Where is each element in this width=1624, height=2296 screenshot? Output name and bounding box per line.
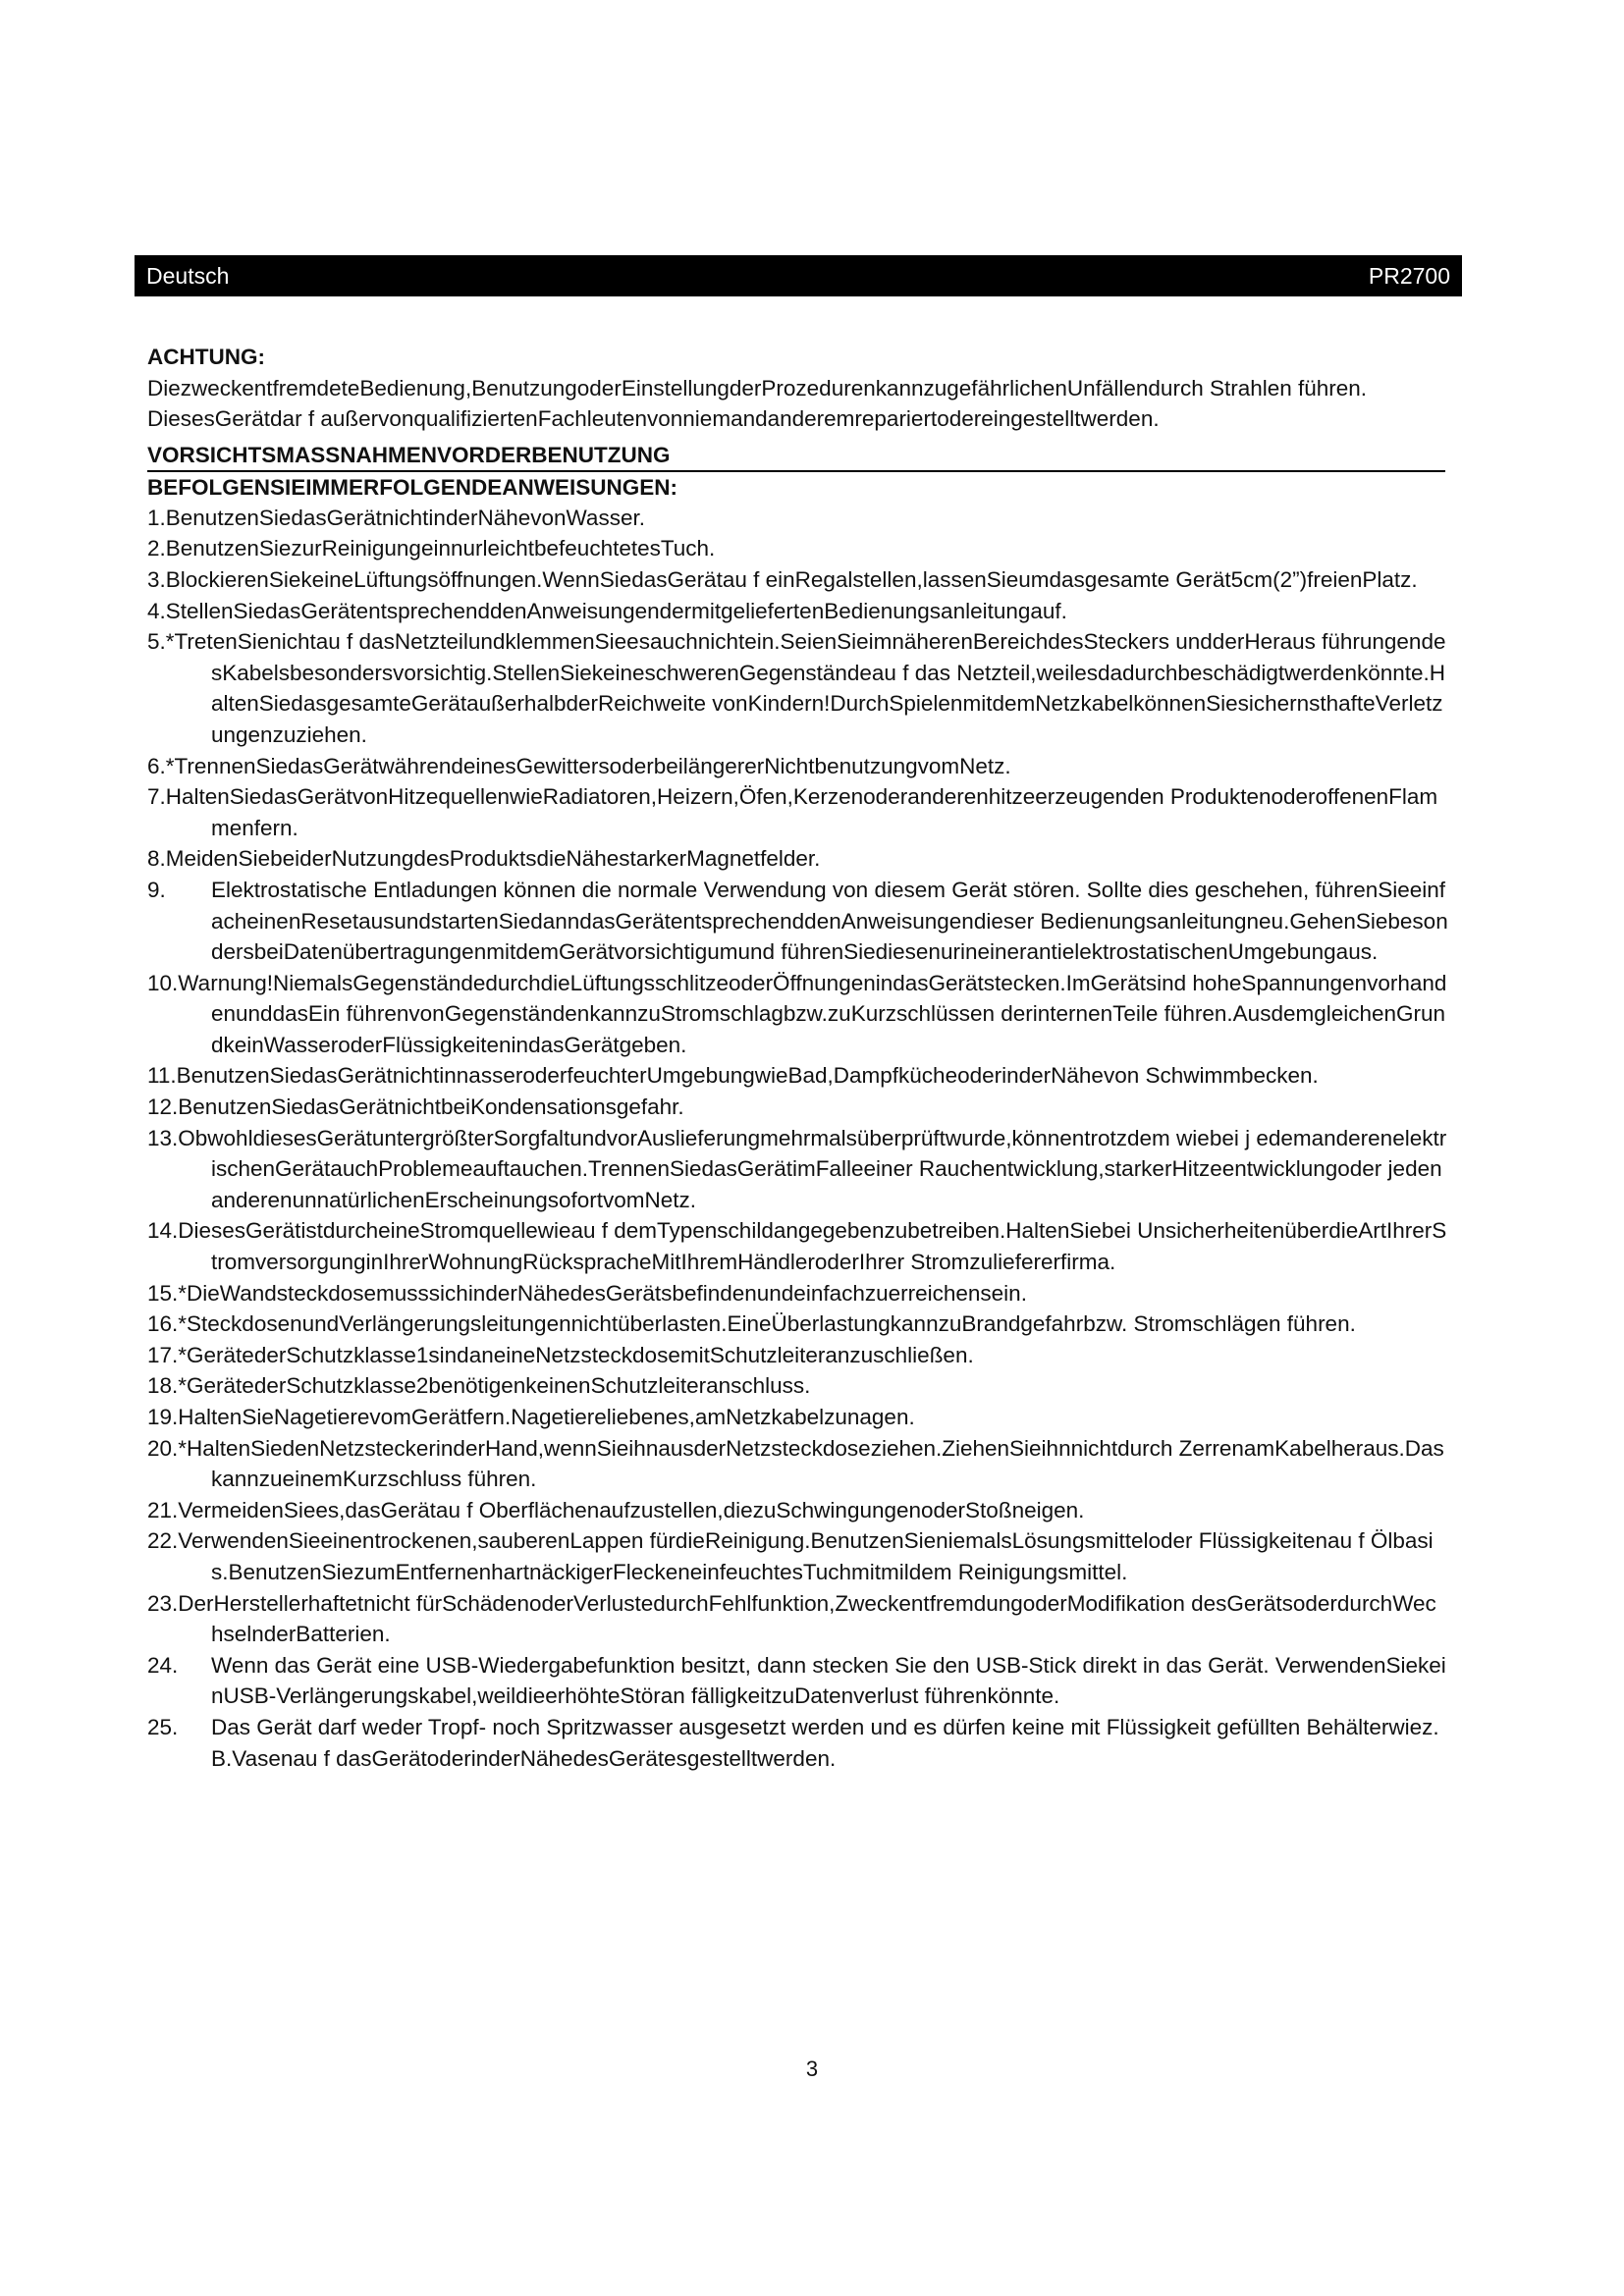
precaution-text: BenutzenSiedasGerätnichtbeiKondensationsgefahr. — [178, 1095, 684, 1120]
precaution-text: *GerätederSchutzklasse2benötigenkeinenSchutzleiteranschluss. — [178, 1373, 811, 1399]
precaution-text: *SteckdosenundVerlängerungsleitungennichtüberlasten.EineÜberlastungkannzuBrandgefahrbzw. Stromschlägen führen. — [178, 1311, 1356, 1337]
precaution-text: Das Gerät darf weder Tropf- noch Spritzwasser ausgesetzt werden und es dürfen keine mit Flüssigkeit gefüllten Behälterwiez.B.Vasenau f dasGerätoderinderNähedesGerätesgestelltwerden. — [211, 1714, 1439, 1771]
precaution-number: 4. — [147, 598, 166, 623]
precaution-number: 19. — [147, 1405, 179, 1429]
precaution-text: *TretenSienichtau f dasNetzteilundklemmenSieesauchnichtein.SeienSieimnäherenBereichdesSteckers undderHeraus führungendesKabelsbesondersvorsichtig.StellenSiekeineschwerenGegenständeau f das Netzteil,weilesdadurchbeschädigtwerdenkönnte.HaltenSiedasgesamteGerätaußerhalbderReichweite vonKindern!DurchSpielenmitdemNetzkabelkönnenSiesichernsthafteVerletzungenzuziehen. — [165, 629, 1446, 747]
precautions-title: VORSICHTSMASSNAHMENVORDERBENUTZUNG — [147, 441, 1445, 472]
header-language: Deutsch — [146, 262, 230, 289]
precaution-number: 7. — [147, 784, 166, 810]
precautions-subtitle: BEFOLGENSIEIMMERFOLGENDEANWEISUNGEN: — [147, 474, 678, 500]
precaution-text: BenutzenSiedasGerätnichtinderNähevonWasser. — [165, 505, 645, 530]
precaution-item — [147, 875, 1448, 968]
precaution-item — [147, 1588, 1448, 1650]
precaution-number: 11. — [147, 1063, 177, 1089]
precaution-item — [147, 1308, 1448, 1340]
precaution-number: 13. — [147, 1125, 179, 1150]
precaution-text: *HaltenSiedenNetzsteckerinderHand,wennSieihnausderNetzsteckdoseziehen.ZiehenSieihnnichtdurch ZerrenamKabelheraus.DaskannzueinemKurzschluss führen. — [178, 1435, 1444, 1492]
precaution-item — [147, 1650, 1448, 1712]
precaution-number: 5. — [147, 629, 166, 655]
precaution-number: 22. — [147, 1528, 179, 1554]
precaution-number: 16. — [147, 1311, 179, 1337]
precaution-number: 20. — [147, 1435, 179, 1461]
precaution-text: HaltenSiedasGerätvonHitzequellenwieRadiatoren,Heizern,Öfen,Kerzenoderanderenhitzeerzeugenden ProduktenoderoffenenFlammenfern. — [165, 784, 1438, 840]
precaution-item — [147, 564, 1448, 596]
precaution-text: ObwohldiesesGerätuntergrößterSorgfaltundvorAuslieferungmehrmalsüberprüftwurde,könnentrotzdem wiebei j edemanderenelektrischenGerätauchProblemeauftauchen.TrennenSiedasGerätimFalleeiner Rauchentwicklung,starkerHitzeentwicklungoder jedenanderenunnatürlichenErscheinungsofortvomNetz. — [178, 1125, 1447, 1212]
precaution-item — [147, 1433, 1448, 1495]
precaution-text: *TrennenSiedasGerätwährendeinesGewittersoderbeilängererNichtbenutzungvomNetz. — [165, 753, 1011, 778]
precaution-text: Elektrostatische Entladungen können die normale Verwendung von diesem Gerät stören. Sollte dies geschehen, führenSieeinfacheinenResetausundstartenSiedanndasGerätentsprechenddenAnweisungendieser Bedienungsanleitungneu.GehenSiebesondersbeiDatenübertragungenmitdemGerätvorsichtigumund führenSiediesenurineinerantielektrostatischenUmgebungaus. — [211, 877, 1448, 965]
precaution-number: 17. — [147, 1342, 179, 1367]
precaution-item — [147, 596, 1448, 627]
precaution-number: 1. — [147, 505, 166, 530]
precaution-text: Wenn das Gerät eine USB-Wiedergabefunktion besitzt, dann stecken Sie den USB-Stick direkt in das Gerät. VerwendenSiekeinUSB-Verlängerungskabel,weildieerhöhteStöran fälligkeitzuDatenverlust führenkönnte. — [211, 1652, 1446, 1709]
precautions-list — [147, 503, 1448, 1774]
warning-title: ACHTUNG: — [147, 345, 265, 369]
precaution-text: VermeidenSiees,dasGerätau f Oberflächenaufzustellen,diezuSchwingungenoderStoßneigen. — [178, 1497, 1085, 1522]
precaution-number: 25. — [147, 1714, 179, 1739]
precaution-number: 8. — [147, 846, 166, 872]
header-bar — [135, 255, 1462, 296]
precaution-number: 12. — [147, 1095, 179, 1120]
precaution-number: 15. — [147, 1280, 179, 1306]
precaution-item — [147, 1278, 1448, 1309]
precaution-item — [147, 1402, 1448, 1433]
precaution-number: 2. — [147, 536, 166, 561]
precaution-item — [147, 1340, 1448, 1371]
precaution-number: 6. — [147, 753, 166, 778]
precaution-number: 23. — [147, 1590, 179, 1616]
precaution-text: Warnung!NiemalsGegenständedurchdieLüftungsschlitzeoderÖffnungenindasGerätstecken.ImGerätsind hoheSpannungenvorhandenunddasEin führenvonGegenständenkannzuStromschlagbzw.zuKurzschlüssen derinternenTeile führen.AusdemgleichenGrundkeinWasseroderFlüssigkeitenindasGerätgeben. — [178, 970, 1447, 1057]
precaution-text: *GerätederSchutzklasse1sindaneineNetzsteckdosemitSchutzleiteranzuschließen. — [178, 1342, 974, 1367]
precaution-number: 9. — [147, 877, 166, 902]
precaution-item — [147, 1060, 1448, 1092]
precaution-item — [147, 1215, 1448, 1277]
precaution-item — [147, 1525, 1448, 1587]
precaution-text: BenutzenSiedasGerätnichtinnasseroderfeuchterUmgebungwieBad,DampfkücheoderinderNähevon Schwimmbecken. — [176, 1063, 1319, 1089]
precaution-text: DerHerstellerhaftetnicht fürSchädenoderVerlustedurchFehlfunktion,ZweckentfremdungoderModifikation desGerätsoderdurchWechselnderBatterien. — [178, 1590, 1436, 1647]
precaution-number: 24. — [147, 1652, 179, 1678]
precaution-text: StellenSiedasGerätentsprechenddenAnweisungendermitgeliefertenBedienungsanleitungauf. — [165, 598, 1067, 623]
precaution-text: BlockierenSiekeineLüftungsöffnungen.WennSiedasGerätau f einRegalstellen,lassenSieumdasgesamte Gerät5cm(2”)freienPlatz. — [165, 566, 1418, 592]
page-content — [147, 342, 1448, 1774]
precaution-item — [147, 843, 1448, 875]
precaution-item — [147, 1092, 1448, 1123]
precaution-number: 21. — [147, 1497, 179, 1522]
precaution-text: BenutzenSiezurReinigungeinnurleichtbefeuchtetesTuch. — [165, 536, 716, 561]
precaution-text: DiesesGerätistdurcheineStromquellewieau f demTypenschildangegebenzubetreiben.HaltenSiebei UnsicherheitenüberdieArtIhrerStromversorgunginIhrerWohnungRückspracheMitIhremHändleroderIhrer Stromzuliefererfirma. — [178, 1218, 1447, 1275]
precaution-item — [147, 968, 1448, 1061]
precaution-item — [147, 1495, 1448, 1526]
precaution-text: HaltenSieNagetierevomGerätfern.Nagetiereliebenes,amNetzkabelzunagen. — [178, 1405, 915, 1429]
precaution-item — [147, 1712, 1448, 1774]
precaution-item — [147, 781, 1448, 843]
precaution-item — [147, 1123, 1448, 1216]
precaution-item — [147, 533, 1448, 564]
warning-text-1: DiezweckentfremdeteBedienung,BenutzungoderEinstellungderProzedurenkannzugefährlichenUnfällendurch Strahlen führen. — [147, 375, 1368, 400]
precaution-item — [147, 503, 1448, 534]
precaution-text: MeidenSiebeiderNutzungdesProduktsdieNähestarkerMagnetfelder. — [165, 846, 821, 872]
precaution-item — [147, 1370, 1448, 1402]
precaution-item — [147, 626, 1448, 750]
header-model: PR2700 — [1368, 262, 1450, 289]
page-number: 3 — [805, 2056, 819, 2081]
precaution-number: 3. — [147, 566, 166, 592]
precaution-number: 14. — [147, 1218, 179, 1244]
precaution-number: 10. — [147, 970, 179, 995]
warning-text-2: DiesesGerätdar f außervonqualifiziertenFachleutenvonniemandanderemrepariertodereingestelltwerden. — [147, 406, 1160, 432]
precaution-text: VerwendenSieeinentrockenen,sauberenLappen fürdieReinigung.BenutzenSieniemalsLösungsmitteloder Flüssigkeitenau f Ölbasis.BenutzenSiezumEntfernenhartnäckigerFleckeneinfeuchtesTuchmitmildem Reinigungsmittel. — [178, 1528, 1434, 1584]
precaution-text: *DieWandsteckdosemusssichinderNähedesGerätsbefindenundeinfachzuerreichensein. — [178, 1280, 1027, 1306]
precaution-number: 18. — [147, 1373, 179, 1399]
precaution-item — [147, 751, 1448, 782]
